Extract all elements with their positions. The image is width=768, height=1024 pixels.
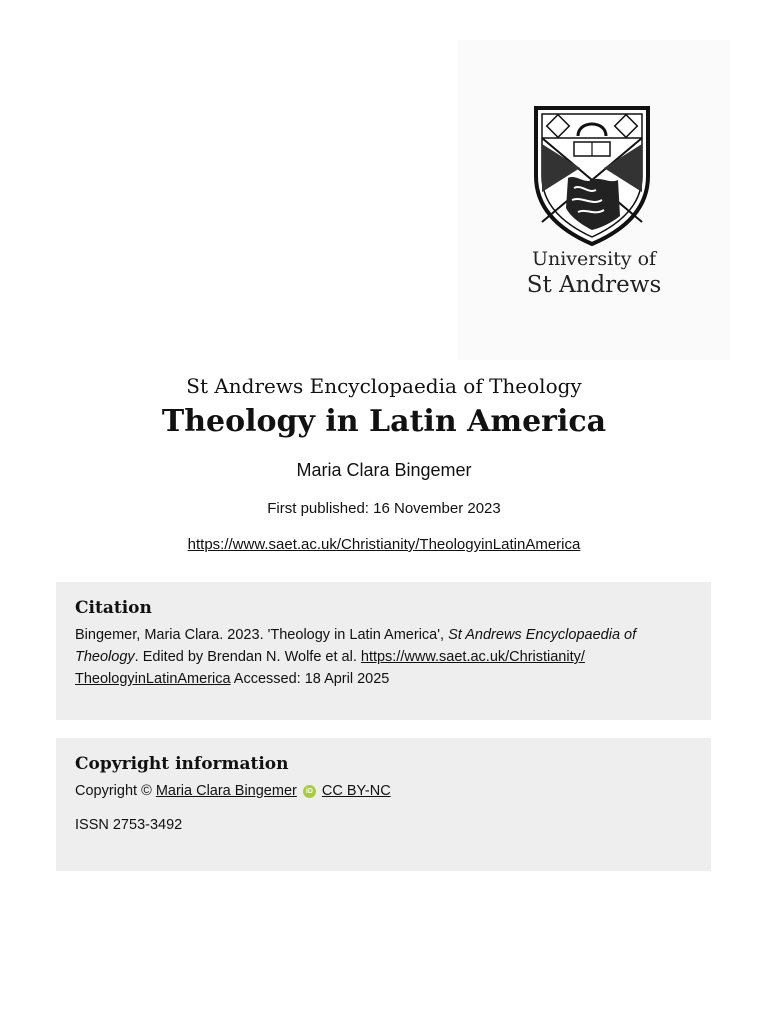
- citation-text-before: Bingemer, Maria Clara. 2023. 'Theology in Latin America',: [75, 627, 449, 643]
- university-logo: [458, 40, 730, 360]
- encyclopaedia-series-title: St Andrews Encyclopaedia of Theology: [186, 374, 582, 398]
- issn-number: ISSN 2753-3492: [75, 817, 183, 833]
- copyright-author-link[interactable]: Maria Clara Bingemer: [155, 783, 297, 799]
- article-url-container: [0, 536, 768, 553]
- orcid-icon[interactable]: iD: [303, 785, 316, 798]
- article-url-link[interactable]: https://www.saet.ac.uk/Christianity/TheologyinLatinAmerica: [187, 536, 581, 553]
- copyright-heading: Copyright information: [75, 754, 289, 774]
- university-crest-icon: [530, 104, 654, 248]
- citation-text-mid: . Edited by Brendan N. Wolfe et al.: [134, 649, 361, 665]
- copyright-prefix: Copyright ©: [75, 783, 156, 799]
- citation-accessed: Accessed: 18 April 2025: [230, 671, 390, 687]
- logo-university-of: University of: [531, 248, 657, 270]
- citation-italic-title: St Andrews Encyclopaedia of Theology: [75, 627, 637, 665]
- citation-text: [75, 624, 692, 690]
- citation-url-part1: https://www.saet.ac.uk/Christianity/: [360, 649, 585, 665]
- citation-box: [56, 582, 711, 720]
- copyright-box: [56, 738, 711, 871]
- copyright-line: [75, 780, 692, 802]
- article-author: Maria Clara Bingemer: [296, 460, 472, 480]
- publication-date: First published: 16 November 2023: [267, 500, 501, 517]
- citation-heading: Citation: [75, 598, 152, 618]
- citation-url-part2: TheologyinLatinAmerica: [75, 671, 231, 687]
- license-link[interactable]: CC BY-NC: [321, 783, 391, 799]
- article-title: Theology in Latin America: [161, 404, 607, 439]
- logo-st-andrews: St Andrews: [526, 272, 662, 298]
